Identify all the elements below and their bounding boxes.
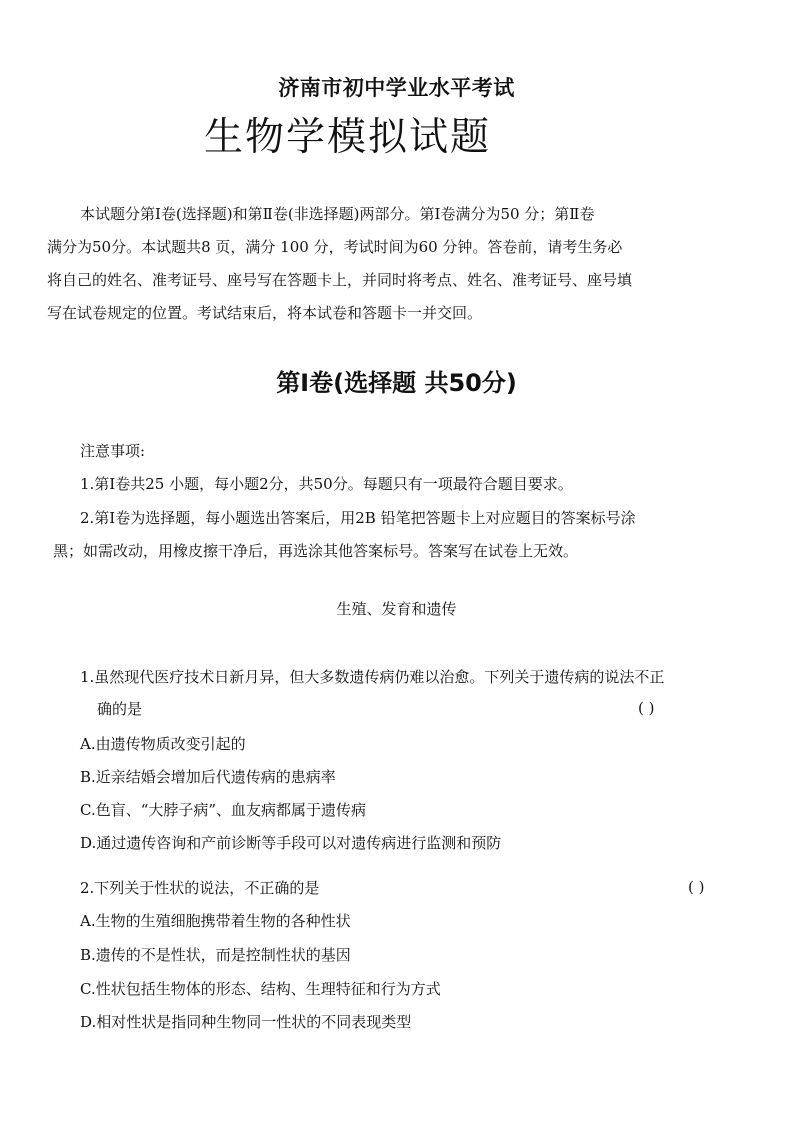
q2-option-d: D.相对性状是指同种生物同一性状的不同表现类型 xyxy=(80,1013,412,1031)
q2-option-a: A.生物的生殖细胞携带着生物的各种性状 xyxy=(80,912,351,930)
q2-option-c: C.性状包括生物体的形态、结构、生理特征和行为方式 xyxy=(80,980,441,998)
q1-option-b: B.近亲结婚会增加后代遗传病的患病率 xyxy=(80,768,336,786)
intro-line-2: 满分为50分。本试题共8 页，满分 100 分，考试时间为60 分钟。答卷前，请考生务必 xyxy=(47,238,623,256)
intro-line-3: 将自己的姓名、准考证号、座号写在答题卡上，并同时将考点、姓名、准考证号、座号填 xyxy=(47,271,633,289)
intro-line-4: 写在试卷规定的位置。考试结束后，将本试卷和答题卡一并交回。 xyxy=(47,304,483,322)
note-line-2: 2.第Ⅰ卷为选择题，每小题选出答案后，用2B 铅笔把答题卡上对应题目的答案标号涂 xyxy=(80,509,636,527)
intro-line-1: 本试题分第Ⅰ卷(选择题)和第Ⅱ卷(非选择题)两部分。第Ⅰ卷满分为50 分；第Ⅱ卷 xyxy=(80,205,595,223)
q2-stem-line-1: 2.下列关于性状的说法，不正确的是 xyxy=(80,879,320,897)
section-title: 第Ⅰ卷(选择题 共50分) xyxy=(276,369,517,397)
subsection-title: 生殖、发育和遗传 xyxy=(336,600,457,618)
exam-title: 济南市初中学业水平考试 xyxy=(278,76,515,100)
notes-heading: 注意事项: xyxy=(80,442,146,460)
q1-option-a: A.由遗传物质改变引起的 xyxy=(80,735,246,753)
note-line-1: 1.第Ⅰ卷共25 小题，每小题2分，共50分。每题只有一项最符合题目要求。 xyxy=(80,475,573,493)
note-line-3: 黑；如需改动，用橡皮擦干净后，再选涂其他答案标号。答案写在试卷上无效。 xyxy=(53,542,579,560)
q2-option-b: B.遗传的不是性状，而是控制性状的基因 xyxy=(80,946,351,964)
q2-answer-bracket: ( ) xyxy=(688,878,705,896)
q1-option-c: C.色盲、“大脖子病”、血友病都属于遗传病 xyxy=(80,801,367,819)
paper-title: 生物学模拟试题 xyxy=(204,115,492,160)
q1-stem-line-1: 1.虽然现代医疗技术日新月异，但大多数遗传病仍难以治愈。下列关于遗传病的说法不正 xyxy=(80,668,665,686)
q1-stem-line-2: 确的是 xyxy=(97,700,143,718)
q1-answer-bracket: ( ) xyxy=(638,699,655,717)
q1-option-d: D.通过遗传咨询和产前诊断等手段可以对遗传病进行监测和预防 xyxy=(80,834,502,852)
